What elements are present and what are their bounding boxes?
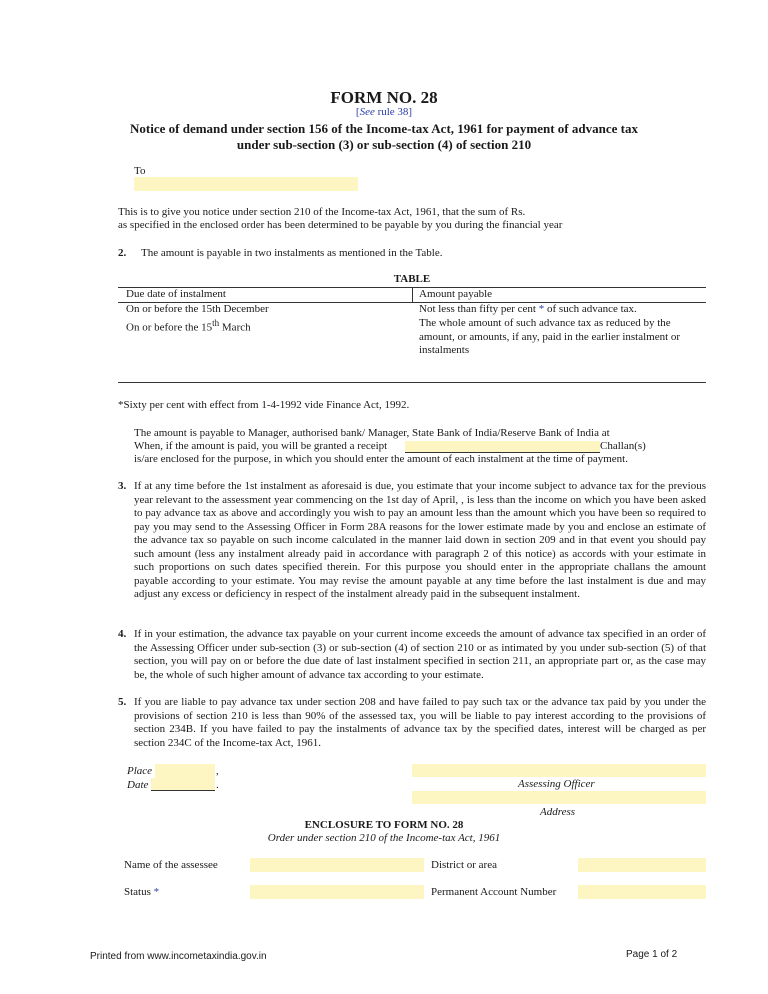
table-row2-due-date: On or before the 15th March: [126, 318, 251, 334]
pan-field[interactable]: [578, 885, 706, 899]
intro-line-2: as specified in the enclosed order has been determined to be payable by you during the financial year: [118, 219, 563, 231]
intro-line-1: This is to give you notice under section 210 of the Income-tax Act, 1961, that the sum of Rs.: [118, 206, 526, 218]
table-header-divider: [412, 288, 413, 303]
address-label: Address: [540, 806, 576, 818]
recipient-field[interactable]: [134, 177, 358, 191]
payment-line-2a: When, if the amount is paid, you will be granted a receipt: [134, 440, 388, 452]
table-row1-amount: Not less than fifty per cent * of such advance tax.: [419, 303, 637, 315]
enclosure-subtitle: Order under section 210 of the Income-tax Act, 1961: [267, 832, 501, 844]
assessing-officer-label: Assessing Officer: [518, 778, 595, 790]
district-field[interactable]: [578, 858, 706, 872]
table-col1-header: Due date of instalment: [126, 288, 226, 300]
status-field[interactable]: [250, 885, 424, 899]
assessee-name-label: Name of the assessee: [124, 859, 218, 871]
place-label: Place: [127, 765, 153, 777]
para-3-text: If at any time before the 1st instalment as aforesaid is due, you estimate that your income subject to advance tax for the previous year relevant to the assessment year commencing on the 1st day of April, , is less than the income on which you have been asked to pay advance tax as above and accordingly you wish to pay an amount less than the amount which you have been so required to pay you may send to the Assessing Officer in Form 28A reasons for the lower estimate made by you and enclose an estimate of the advance tax so payable on such income calculated in the manner laid down in section 209 and in that event you should pay such amount (less any instalment already paid in accordance with paragraph 2 of this notice) as accords with your estimate in such proportions on such dates specified therein. For this purpose you should enter in the appropriate challans the amount payable according to your estimate. You may revise the amount payable at any time before the last instalment is due and may adjust any excess or deficiency in respect of the instalment already paid in the subsequent instalment.: [134, 480, 706, 600]
place-comma: ,: [216, 765, 219, 777]
footnote: *Sixty per cent with effect from 1-4-1992 vide Finance Act, 1992.: [118, 399, 410, 411]
officer-address-field[interactable]: [412, 791, 706, 804]
para-2-text: The amount is payable in two instalments as mentioned in the Table.: [141, 247, 443, 259]
date-field[interactable]: [151, 778, 215, 791]
payment-line-2b: Challan(s): [600, 440, 646, 452]
date-period: .: [216, 779, 219, 791]
para-4-text: If in your estimation, the advance tax payable on your current income exceeds the amount of advance tax specified in an order of the Assessing Officer under sub-section (3) or sub-section (4) of section 210 or as intimated by you under sub-section (5) of that section, you will pay on or before the due date of last instalment specified in section 211, an appropriate part or, as the case may be, the whole of such higher amount of advance tax according to your estimate.: [134, 628, 706, 681]
table-row2-amount: The whole amount of such advance tax as reduced by the amount, or amounts, if any, paid in the earlier instalment or instalments: [419, 317, 681, 356]
payment-line-3: is/are enclosed for the purpose, in which you should enter the amount of each instalment at the time of payment.: [134, 453, 628, 465]
to-label: To: [134, 165, 146, 177]
rule-reference: [See rule 38]: [355, 106, 413, 118]
enclosure-title: ENCLOSURE TO FORM NO. 28: [304, 819, 464, 831]
para-5-number: 5.: [118, 696, 127, 708]
table-row1-due-date: On or before the 15th December: [126, 303, 269, 315]
pan-label: Permanent Account Number: [431, 886, 557, 898]
para-2-number: 2.: [118, 247, 127, 259]
printed-from-footer: Printed from www.incometaxindia.gov.in: [90, 951, 267, 962]
form-title: FORM NO. 28: [330, 88, 438, 107]
notice-heading: Notice of demand under section 156 of the Income-tax Act, 1961 for payment of advance tax under sub-section (3) or sub-section (4) of section 210: [130, 121, 638, 152]
date-label: Date: [127, 779, 149, 791]
assessee-name-field[interactable]: [250, 858, 424, 872]
place-field[interactable]: [155, 764, 215, 778]
para-4-number: 4.: [118, 628, 127, 640]
para-3-number: 3.: [118, 480, 127, 492]
para-5-text: If you are liable to pay advance tax under section 208 and have failed to pay such tax or the advance tax paid by you under the provisions of section 210 is less than 90% of the assessed tax, you will be liable to pay interest according to the provisions of section 234B. If you have failed to pay the instalments of advance tax by the specified dates, interest will be charged as per section 234C of the Income-tax Act, 1961.: [134, 696, 706, 749]
table-caption: TABLE: [393, 273, 431, 285]
district-label: District or area: [431, 859, 497, 871]
table-col2-header: Amount payable: [419, 288, 493, 300]
status-label: Status *: [124, 886, 160, 898]
table-bottom-rule: [118, 382, 706, 383]
page-number: Page 1 of 2: [626, 949, 678, 960]
payment-line-1: The amount is payable to Manager, authorised bank/ Manager, State Bank of India/Reserve Bank of India at: [134, 427, 610, 439]
officer-signature-field[interactable]: [412, 764, 706, 777]
receipt-field[interactable]: [405, 441, 600, 453]
